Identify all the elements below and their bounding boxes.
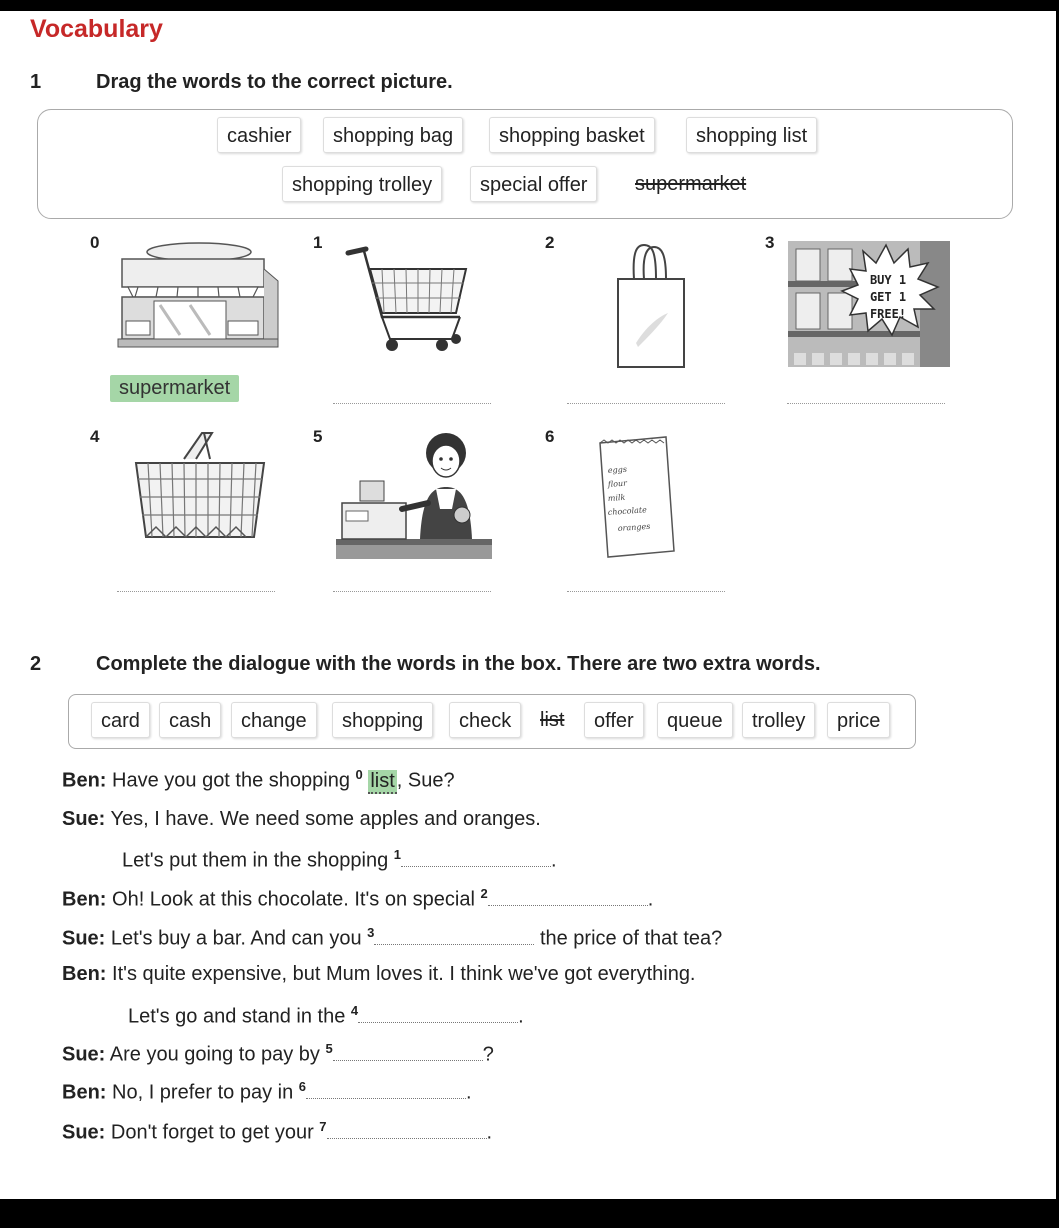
- gap-2-input[interactable]: [488, 891, 648, 906]
- word-chip-shopping-bag[interactable]: shopping bag: [323, 117, 463, 153]
- gap-number: 6: [298, 1079, 307, 1094]
- dialogue-line-2: [122, 847, 557, 873]
- answer-slot-5[interactable]: [333, 591, 491, 592]
- gap-5-input[interactable]: [333, 1046, 483, 1061]
- shopping-basket-picture: [132, 429, 268, 545]
- gap-7-input[interactable]: [327, 1124, 487, 1139]
- line-text-end: .: [647, 888, 654, 911]
- speaker: Ben:: [62, 1081, 107, 1104]
- line-text: Are you going to pay by: [109, 1043, 320, 1066]
- word-chip-change[interactable]: change: [231, 702, 317, 738]
- word-chip-cashier[interactable]: cashier: [217, 117, 301, 153]
- list-note-item-2: flour: [607, 478, 628, 489]
- speaker: Sue:: [62, 1043, 106, 1066]
- line-text: Have you got the shopping: [112, 769, 350, 792]
- exercise-1-word-box: [37, 109, 1013, 219]
- word-chip-special-offer[interactable]: special offer: [470, 166, 597, 202]
- answer-slot-0[interactable]: supermarket: [110, 375, 239, 402]
- supermarket-picture: [118, 239, 280, 351]
- exercise-1-instruction: Drag the words to the correct picture.: [96, 71, 453, 93]
- line-text-end: .: [466, 1081, 472, 1104]
- gap-number: 1: [393, 847, 402, 862]
- line-text: Don't forget to get your: [110, 1121, 314, 1144]
- gap-number: 2: [480, 886, 488, 901]
- offer-sign-line-3: FREE!: [869, 307, 907, 321]
- picture-number-2: 2: [545, 233, 555, 252]
- gap-3-input[interactable]: [374, 930, 534, 945]
- word-chip-offer[interactable]: offer: [584, 702, 644, 738]
- special-offer-picture: [788, 241, 950, 367]
- picture-number-3: 3: [765, 233, 775, 252]
- gap-number: 4: [350, 1003, 359, 1018]
- gap-number: 5: [325, 1041, 333, 1056]
- dialogue-line-0: [62, 767, 455, 793]
- gap-4-input[interactable]: [358, 1008, 518, 1023]
- dialogue-line-5: [62, 963, 696, 986]
- speaker: Sue:: [62, 1121, 106, 1144]
- word-chip-shopping-trolley[interactable]: shopping trolley: [282, 166, 442, 202]
- word-chip-queue[interactable]: queue: [657, 702, 733, 738]
- answer-slot-6[interactable]: [567, 591, 725, 592]
- gap-6-input[interactable]: [306, 1084, 466, 1099]
- picture-number-4: 4: [90, 427, 100, 446]
- picture-number-5: 5: [313, 427, 323, 446]
- speaker: Ben:: [62, 888, 107, 911]
- shopping-bag-picture: [608, 241, 690, 371]
- exercise-2-number: 2: [30, 653, 42, 675]
- line-text: Let's put them in the shopping: [122, 849, 389, 872]
- offer-sign-line-1: BUY 1: [869, 273, 907, 287]
- list-note-item-5: oranges: [617, 521, 651, 533]
- line-text: Oh! Look at this chocolate. It's on special: [112, 888, 475, 911]
- line-text: Yes, I have. We need some apples and oranges.: [110, 808, 541, 830]
- list-note-item-1: eggs: [607, 464, 628, 475]
- answer-slot-1[interactable]: [333, 403, 491, 404]
- line-text-end: , Sue?: [396, 769, 455, 792]
- dialogue-line-4: [62, 925, 722, 951]
- word-chip-cash[interactable]: cash: [159, 702, 221, 738]
- exercise-1-number: 1: [30, 71, 42, 93]
- line-text-end: .: [486, 1121, 493, 1144]
- word-chip-price[interactable]: price: [827, 702, 890, 738]
- answer-slot-4[interactable]: [117, 591, 275, 592]
- line-text: Let's buy a bar. And can you: [110, 927, 362, 950]
- dialogue-line-8: [62, 1079, 472, 1105]
- picture-number-0: 0: [90, 233, 100, 252]
- answer-slot-3[interactable]: [787, 403, 945, 404]
- cashier-picture: [336, 431, 492, 561]
- offer-sign-line-2: GET 1: [869, 290, 907, 304]
- dialogue-line-3: [62, 886, 653, 912]
- word-chip-card[interactable]: card: [91, 702, 150, 738]
- line-text: Let's go and stand in the: [128, 1005, 346, 1028]
- line-text-end: the price of that tea?: [539, 927, 723, 950]
- word-chip-shopping-basket[interactable]: shopping basket: [489, 117, 655, 153]
- gap-number: 3: [367, 925, 375, 940]
- shopping-list-picture: [596, 435, 678, 559]
- gap-1-input[interactable]: [401, 852, 551, 867]
- gap-0-answer[interactable]: list: [370, 769, 395, 792]
- line-text-end: ?: [482, 1043, 494, 1066]
- exercise-2-word-box: [68, 694, 916, 749]
- shopping-trolley-picture: [342, 243, 472, 358]
- gap-number: 0: [355, 767, 363, 782]
- list-note-item-3: milk: [607, 492, 626, 503]
- dialogue-line-1: [62, 808, 541, 831]
- section-title: Vocabulary: [30, 15, 163, 43]
- word-chip-list-used: list: [531, 702, 573, 738]
- speaker: Sue:: [62, 808, 106, 830]
- word-chip-supermarket-used: supermarket: [626, 166, 755, 202]
- worksheet: [0, 11, 1059, 1199]
- dialogue-line-6: [128, 1003, 524, 1029]
- line-text-end: .: [551, 849, 557, 872]
- word-chip-check[interactable]: check: [449, 702, 521, 738]
- exercise-2-instruction: Complete the dialogue with the words in the box. There are two extra words.: [96, 653, 821, 675]
- speaker: Ben:: [62, 963, 107, 985]
- word-chip-shopping[interactable]: shopping: [332, 702, 433, 738]
- word-chip-trolley[interactable]: trolley: [742, 702, 815, 738]
- speaker: Sue:: [62, 927, 106, 950]
- picture-number-1: 1: [313, 233, 323, 252]
- line-text-end: .: [518, 1005, 524, 1028]
- picture-number-6: 6: [545, 427, 555, 446]
- line-text: No, I prefer to pay in: [112, 1081, 294, 1104]
- list-note-item-4: chocolate: [607, 505, 648, 517]
- dialogue-line-7: [62, 1041, 494, 1067]
- speaker: Ben:: [62, 769, 107, 792]
- gap-number: 7: [319, 1119, 327, 1134]
- word-chip-shopping-list[interactable]: shopping list: [686, 117, 817, 153]
- line-text: It's quite expensive, but Mum loves it. I think we've got everything.: [112, 963, 696, 985]
- dialogue-line-9: [62, 1119, 492, 1145]
- answer-slot-2[interactable]: [567, 403, 725, 404]
